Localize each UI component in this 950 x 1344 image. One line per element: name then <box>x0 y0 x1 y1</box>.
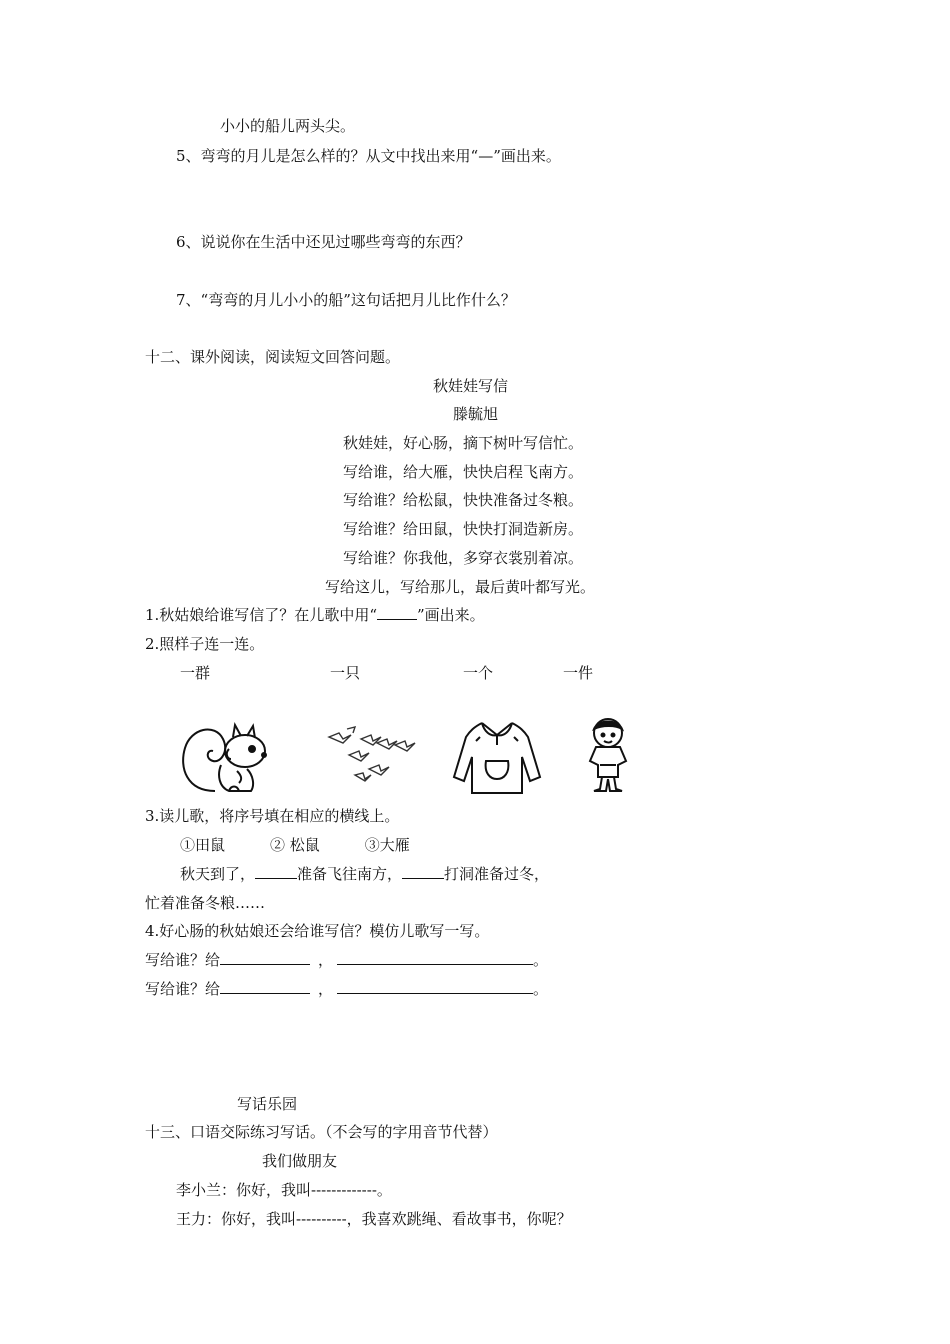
section-13-heading: 十三、口语交际练习写话。（不会写的字用音节代替） <box>145 1123 498 1141</box>
section-12-heading: 十二、课外阅读，阅读短文回答问题。 <box>145 348 401 366</box>
writing-line <box>145 950 548 970</box>
answer-blank[interactable] <box>377 605 417 620</box>
poem-title: 秋娃娃写信 <box>433 377 509 395</box>
poem-line: 写给谁？给田鼠，快快打洞造新房。 <box>343 520 584 538</box>
jacket-icon[interactable] <box>452 717 542 795</box>
answer-blank[interactable] <box>337 950 533 965</box>
measure-word: 一件 <box>563 664 594 682</box>
question-5: 5、弯弯的月儿是怎么样的？从文中找出来用“—”画出来。 <box>176 147 561 165</box>
question-1-text-end: ”画出来。 <box>416 606 485 624</box>
section-title: 写话乐园 <box>237 1095 298 1113</box>
poem-line: 写给这儿，写给那儿，最后黄叶都写光。 <box>325 578 596 596</box>
answer-blank[interactable] <box>220 979 310 994</box>
period: 。 <box>533 980 549 998</box>
comma: ， <box>318 980 334 998</box>
poem-author: 滕毓旭 <box>453 405 499 423</box>
squirrel-icon[interactable] <box>177 713 272 798</box>
fill-sentence <box>180 864 549 884</box>
writing-line <box>145 979 548 999</box>
fill-sentence-text: 准备飞往南方， <box>297 865 403 883</box>
geese-flock-icon[interactable] <box>325 725 420 785</box>
measure-word: 一群 <box>180 664 211 682</box>
fill-sentence-text: 打洞准备过冬， <box>444 865 550 883</box>
fill-sentence-text: 秋天到了， <box>180 865 256 883</box>
poem-line: 写给谁？给松鼠，快快准备过冬粮。 <box>343 491 584 509</box>
answer-options: ①田鼠 ② 松鼠 ③大雁 <box>180 836 410 854</box>
answer-blank[interactable] <box>337 979 533 994</box>
question-6: 6、说说你在生活中还见过哪些弯弯的东西？ <box>176 233 471 251</box>
question-1 <box>145 605 485 625</box>
question-2: 2.照样子连一连。 <box>145 635 265 653</box>
poem-line: 写给谁？你我他，多穿衣裳别着凉。 <box>343 549 584 567</box>
answer-blank[interactable] <box>402 864 444 879</box>
poem-line: 秋娃娃，好心肠，摘下树叶写信忙。 <box>343 434 584 452</box>
child-icon[interactable] <box>580 715 638 795</box>
writing-prompt: 写给谁？给 <box>145 951 221 969</box>
answer-blank[interactable] <box>220 950 310 965</box>
writing-prompt: 写给谁？给 <box>145 980 221 998</box>
measure-word: 一只 <box>330 664 361 682</box>
text-line: 小小的船儿两头尖。 <box>220 117 356 135</box>
question-1-text: 1.秋姑娘给谁写信了？在儿歌中用“ <box>145 606 377 624</box>
fill-sentence-cont: 忙着准备冬粮…… <box>145 894 266 912</box>
measure-word: 一个 <box>463 664 494 682</box>
question-7: 7、“弯弯的月儿小小的船”这句话把月儿比作什么？ <box>176 291 516 309</box>
poem-line: 写给谁，给大雁，快快启程飞南方。 <box>343 463 584 481</box>
dialogue-line: 李小兰：你好，我叫-------------。 <box>176 1181 392 1199</box>
question-3: 3.读儿歌，将序号填在相应的横线上。 <box>145 807 400 825</box>
answer-blank[interactable] <box>255 864 297 879</box>
dialogue-title: 我们做朋友 <box>262 1152 338 1170</box>
dialogue-line: 王力：你好，我叫----------，我喜欢跳绳、看故事书，你呢？ <box>176 1210 572 1228</box>
question-4: 4.好心肠的秋姑娘还会给谁写信？模仿儿歌写一写。 <box>145 922 490 940</box>
comma: ， <box>318 951 334 969</box>
period: 。 <box>533 951 549 969</box>
